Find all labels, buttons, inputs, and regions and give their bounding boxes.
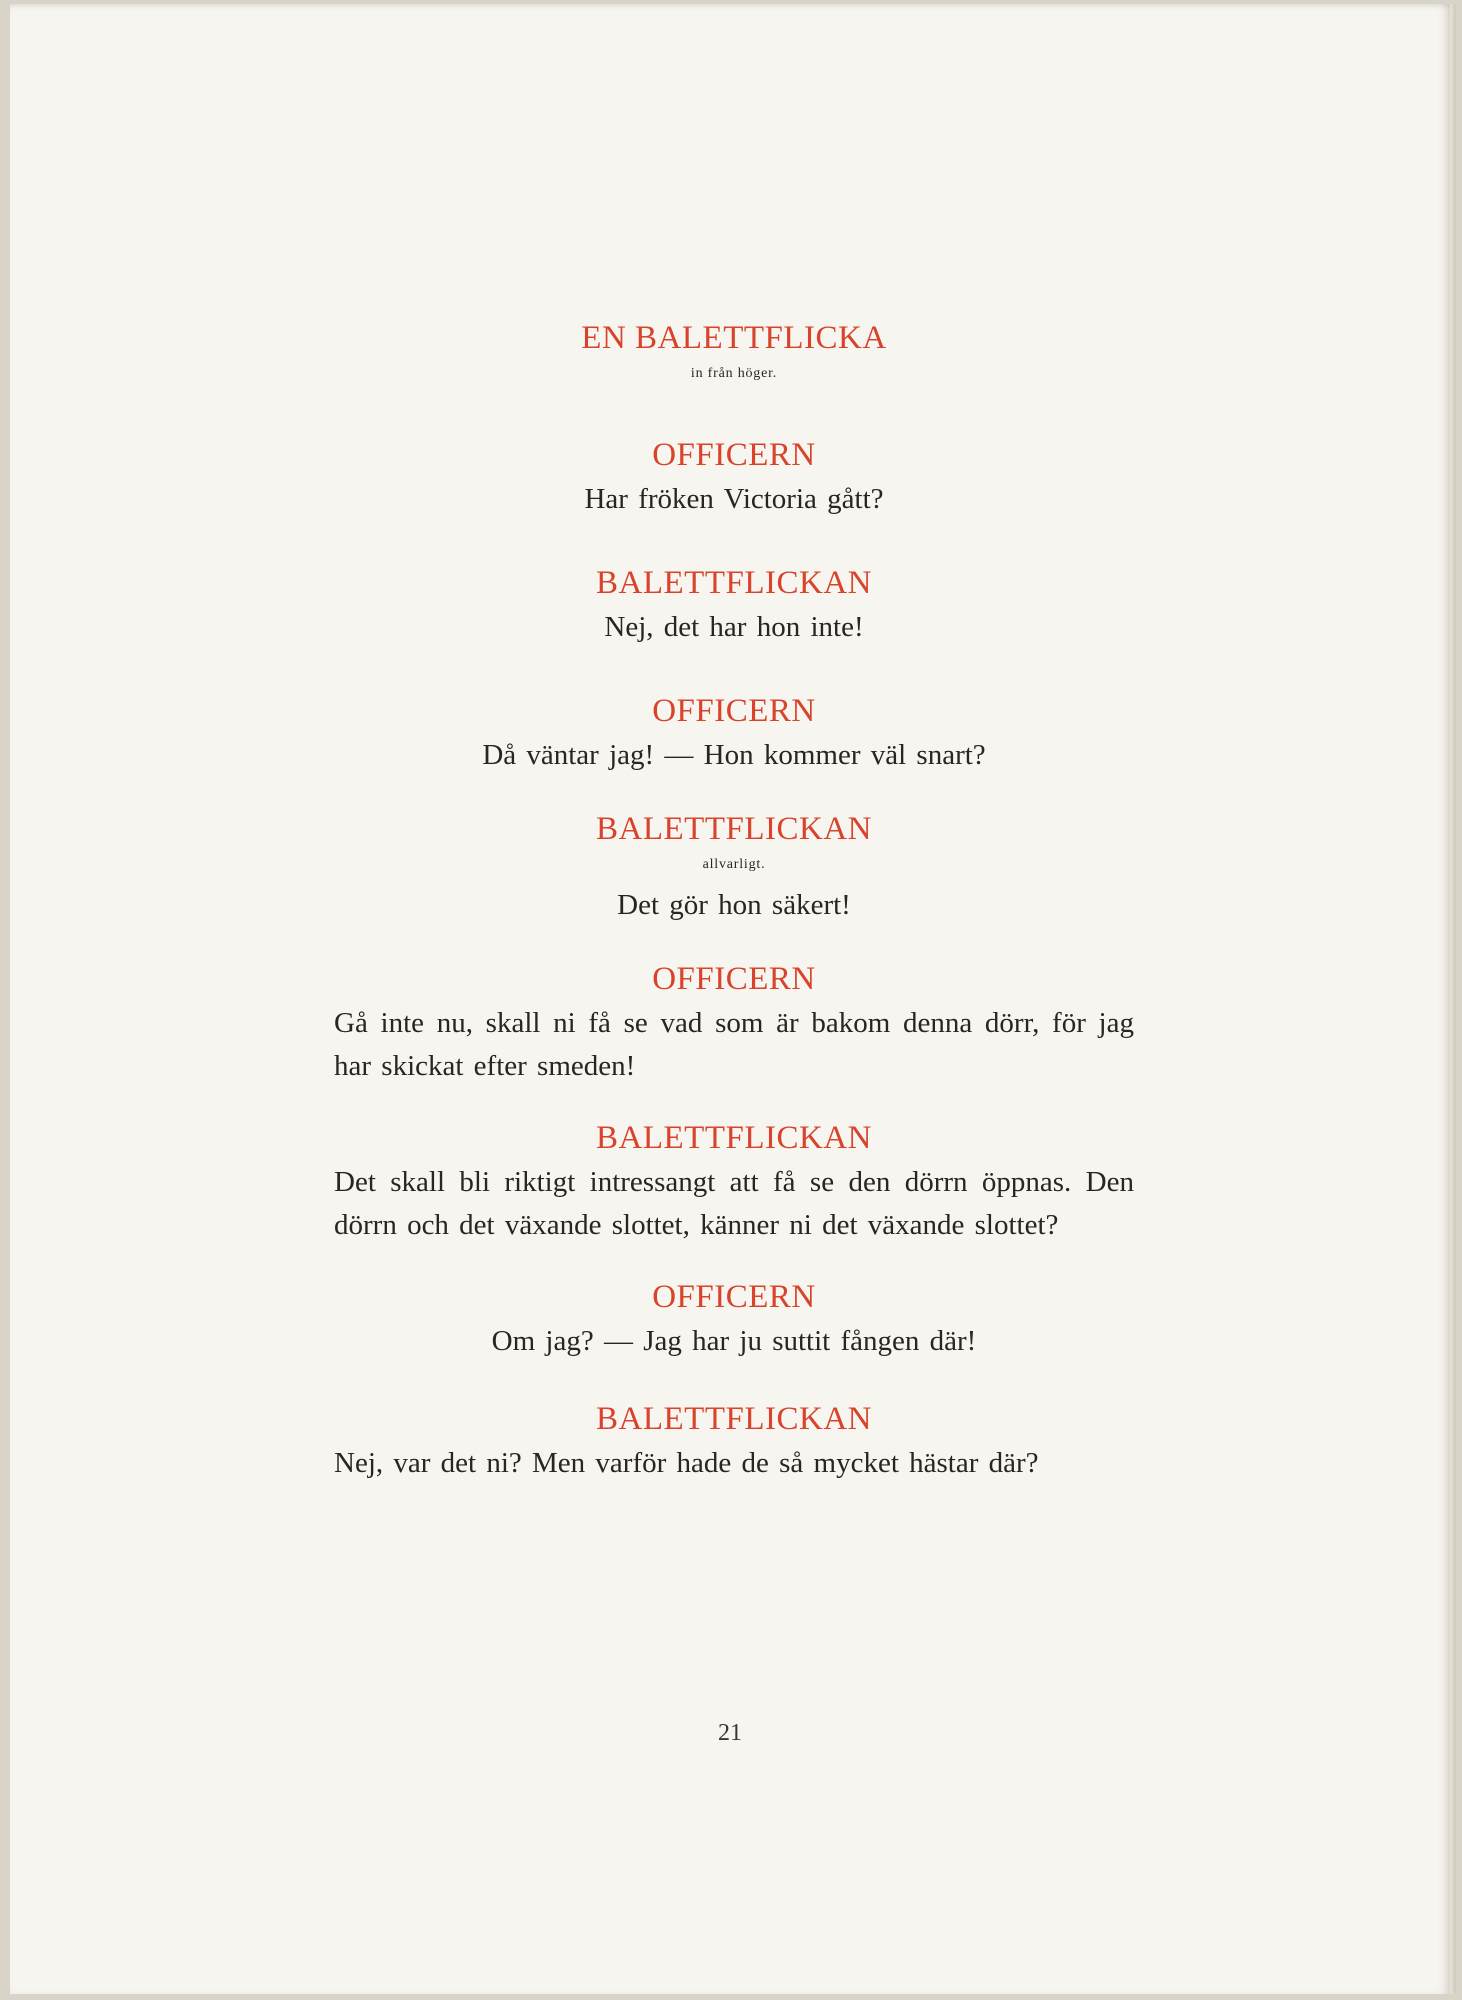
stage-direction: in från höger. <box>690 366 778 381</box>
play-text <box>334 322 1134 1485</box>
book-page <box>10 4 1450 1994</box>
speaker-name: BALETTFLICKAN <box>596 565 872 601</box>
dialogue-block <box>334 322 1134 381</box>
dialogue-block <box>334 567 1134 649</box>
speaker-name: BALETTFLICKAN <box>596 1401 872 1437</box>
dialogue-block <box>334 963 1134 1088</box>
dialogue-block <box>334 695 1134 777</box>
dialogue-line: Om jag? — Jag har ju suttit fången där! <box>491 1325 977 1357</box>
page-edge <box>1450 4 1456 1994</box>
speaker-name: OFFICERN <box>652 1279 816 1315</box>
dialogue-line: Nej, det har hon inte! <box>604 611 864 643</box>
speaker-name: EN BALETTFLICKA <box>581 320 887 356</box>
dialogue-line: Gå inte nu, skall ni få se vad som är bakom denna dörr, för jag har skickat efter smeden! <box>334 1007 1134 1082</box>
page-number: 21 <box>718 1720 742 1746</box>
dialogue-block <box>334 1281 1134 1363</box>
dialogue-line: Har fröken Victoria gått? <box>584 483 884 515</box>
speaker-name: OFFICERN <box>652 693 816 729</box>
dialogue-block <box>334 439 1134 521</box>
speaker-name: OFFICERN <box>652 437 816 473</box>
speaker-name: OFFICERN <box>652 961 816 997</box>
dialogue-line: Då väntar jag! — Hon kommer väl snart? <box>482 739 986 771</box>
dialogue-line: Det skall bli riktigt intressangt att få se den dörrn öppnas. Den dörrn och det växande slottet, känner ni det växande slottet? <box>334 1166 1134 1241</box>
dialogue-block <box>334 1122 1134 1247</box>
dialogue-block <box>334 1403 1134 1485</box>
dialogue-line: Det gör hon säkert! <box>617 889 851 921</box>
speaker-name: BALETTFLICKAN <box>596 1120 872 1156</box>
dialogue-block <box>334 813 1134 927</box>
stage-direction: allvarligt. <box>702 857 766 872</box>
speaker-name: BALETTFLICKAN <box>596 811 872 847</box>
dialogue-line: Nej, var det ni? Men varför hade de så mycket hästar där? <box>334 1447 1039 1479</box>
